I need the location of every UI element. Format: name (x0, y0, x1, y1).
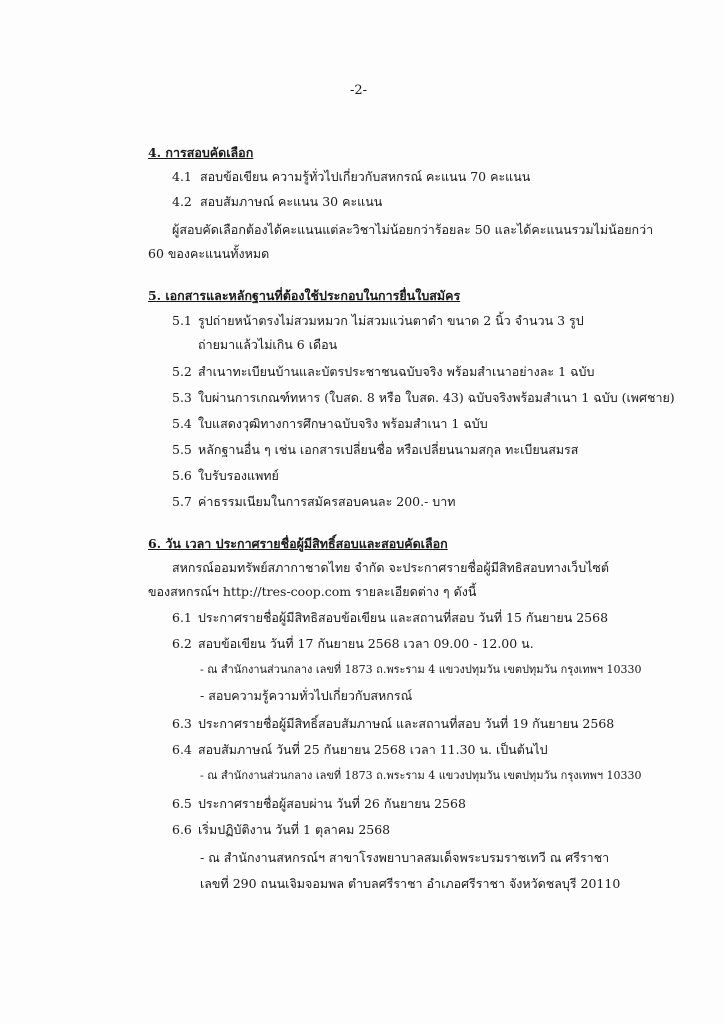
item-5-3-number: 5.3 (172, 390, 192, 405)
item-6-1-text: ประกาศรายชื่อผู้มีสิทธิสอบข้อเขียน และสถานที่สอบ วันที่ 15 กันยายน 2568 (198, 610, 609, 625)
item-6-2-number: 6.2 (172, 636, 192, 651)
item-5-2-number: 5.2 (172, 364, 192, 379)
section-6-heading: 6. วัน เวลา ประกาศรายชื่อผู้มีสิทธิ์สอบและสอบคัดเลือก (148, 536, 448, 551)
section-4-note-line-1: ผู้สอบคัดเลือกต้องได้คะแนนแต่ละวิชาไม่น้อยกว่าร้อยละ 50 และได้คะแนนรวมไม่น้อยกว่า (172, 222, 654, 237)
item-4-1-text: สอบข้อเขียน ความรู้ทั่วไปเกี่ยวกับสหกรณ์ คะแนน 70 คะแนน (200, 169, 531, 184)
item-6-3-number: 6.3 (172, 716, 192, 731)
section-4-note-line-2: 60 ของคะแนนทั้งหมด (148, 246, 270, 261)
item-5-1-number: 5.1 (172, 313, 192, 328)
item-5-5-number: 5.5 (172, 442, 192, 457)
item-4-2-text: สอบสัมภาษณ์ คะแนน 30 คะแนน (200, 194, 383, 209)
item-6-4-number: 6.4 (172, 742, 192, 757)
item-5-1-text: รูปถ่ายหน้าตรงไม่สวมหมวก ไม่สวมแว่นตาดำ ขนาด 2 นิ้ว จำนวน 3 รูป (198, 313, 584, 328)
item-6-2-sub-2: - สอบความรู้ความทั่วไปเกี่ยวกับสหกรณ์ (200, 688, 413, 703)
item-5-2-text: สำเนาทะเบียนบ้านและบัตรประชาชนฉบับจริง พร้อมสำเนาอย่างละ 1 ฉบับ (198, 364, 595, 379)
item-6-2-sub-1: - ณ สำนักงานส่วนกลาง เลขที่ 1873 ถ.พระราม 4 แขวงปทุมวัน เขตปทุมวัน กรุงเทพฯ 10330 (200, 663, 642, 676)
item-6-5-number: 6.5 (172, 796, 192, 811)
item-6-4-sub-1: - ณ สำนักงานส่วนกลาง เลขที่ 1873 ถ.พระราม 4 แขวงปทุมวัน เขตปทุมวัน กรุงเทพฯ 10330 (200, 769, 642, 782)
item-6-6-number: 6.6 (172, 822, 192, 837)
item-6-1-number: 6.1 (172, 610, 192, 625)
item-4-2-number: 4.2 (172, 194, 192, 209)
section-5-heading: 5. เอกสารและหลักฐานที่ต้องใช้ประกอบในการยื่นใบสมัคร (148, 288, 461, 303)
item-5-6-number: 5.6 (172, 468, 192, 483)
item-5-5-text: หลักฐานอื่น ๆ เช่น เอกสารเปลี่ยนชื่อ หรือเปลี่ยนนามสกุล ทะเบียนสมรส (198, 442, 579, 457)
item-6-2-text: สอบข้อเขียน วันที่ 17 กันยายน 2568 เวลา 09.00 - 12.00 น. (198, 636, 534, 651)
item-5-7-text: ค่าธรรมเนียมในการสมัครสอบคนละ 200.- บาท (198, 494, 456, 509)
item-6-6-sub-2: เลขที่ 290 ถนนเจิมจอมพล ตำบลศรีราชา อำเภอศรีราชา จังหวัดชลบุรี 20110 (200, 876, 621, 891)
item-6-5-text: ประกาศรายชื่อผู้สอบผ่าน วันที่ 26 กันยายน 2568 (198, 796, 466, 811)
item-6-3-text: ประกาศรายชื่อผู้มีสิทธิ์สอบสัมภาษณ์ และสถานที่สอบ วันที่ 19 กันยายน 2568 (198, 716, 615, 731)
item-5-4-text: ใบแสดงวุฒิทางการศึกษาฉบับจริง พร้อมสำเนา 1 ฉบับ (198, 416, 488, 431)
section-4-heading: 4. การสอบคัดเลือก (148, 145, 254, 160)
item-6-4-text: สอบสัมภาษณ์ วันที่ 25 กันยายน 2568 เวลา 11.30 น. เป็นต้นไป (198, 742, 548, 757)
page-number: -2- (350, 83, 368, 98)
item-5-4-number: 5.4 (172, 416, 192, 431)
item-6-6-sub-1: - ณ สำนักงานสหกรณ์ฯ สาขาโรงพยาบาลสมเด็จพระบรมราชเทวี ณ ศรีราชา (200, 850, 610, 865)
item-6-6-text: เริ่มปฏิบัติงาน วันที่ 1 ตุลาคม 2568 (198, 822, 391, 837)
item-4-1-number: 4.1 (172, 169, 192, 184)
section-6-intro-line-1: สหกรณ์ออมทรัพย์สภากาชาดไทย จำกัด จะประกาศรายชื่อผู้มีสิทธิสอบทางเว็บไซต์ (172, 560, 610, 575)
item-5-6-text: ใบรับรองแพทย์ (198, 468, 279, 483)
item-5-7-number: 5.7 (172, 494, 192, 509)
item-5-1-text-cont: ถ่ายมาแล้วไม่เกิน 6 เดือน (198, 337, 338, 352)
item-5-3-text: ใบผ่านการเกณฑ์ทหาร (ใบสด. 8 หรือ ใบสด. 43) ฉบับจริงพร้อมสำเนา 1 ฉบับ (เพศชาย) (198, 390, 675, 405)
section-6-intro-line-2: ของสหกรณ์ฯ http://tres-coop.com รายละเอียดต่าง ๆ ดังนี้ (148, 584, 477, 599)
